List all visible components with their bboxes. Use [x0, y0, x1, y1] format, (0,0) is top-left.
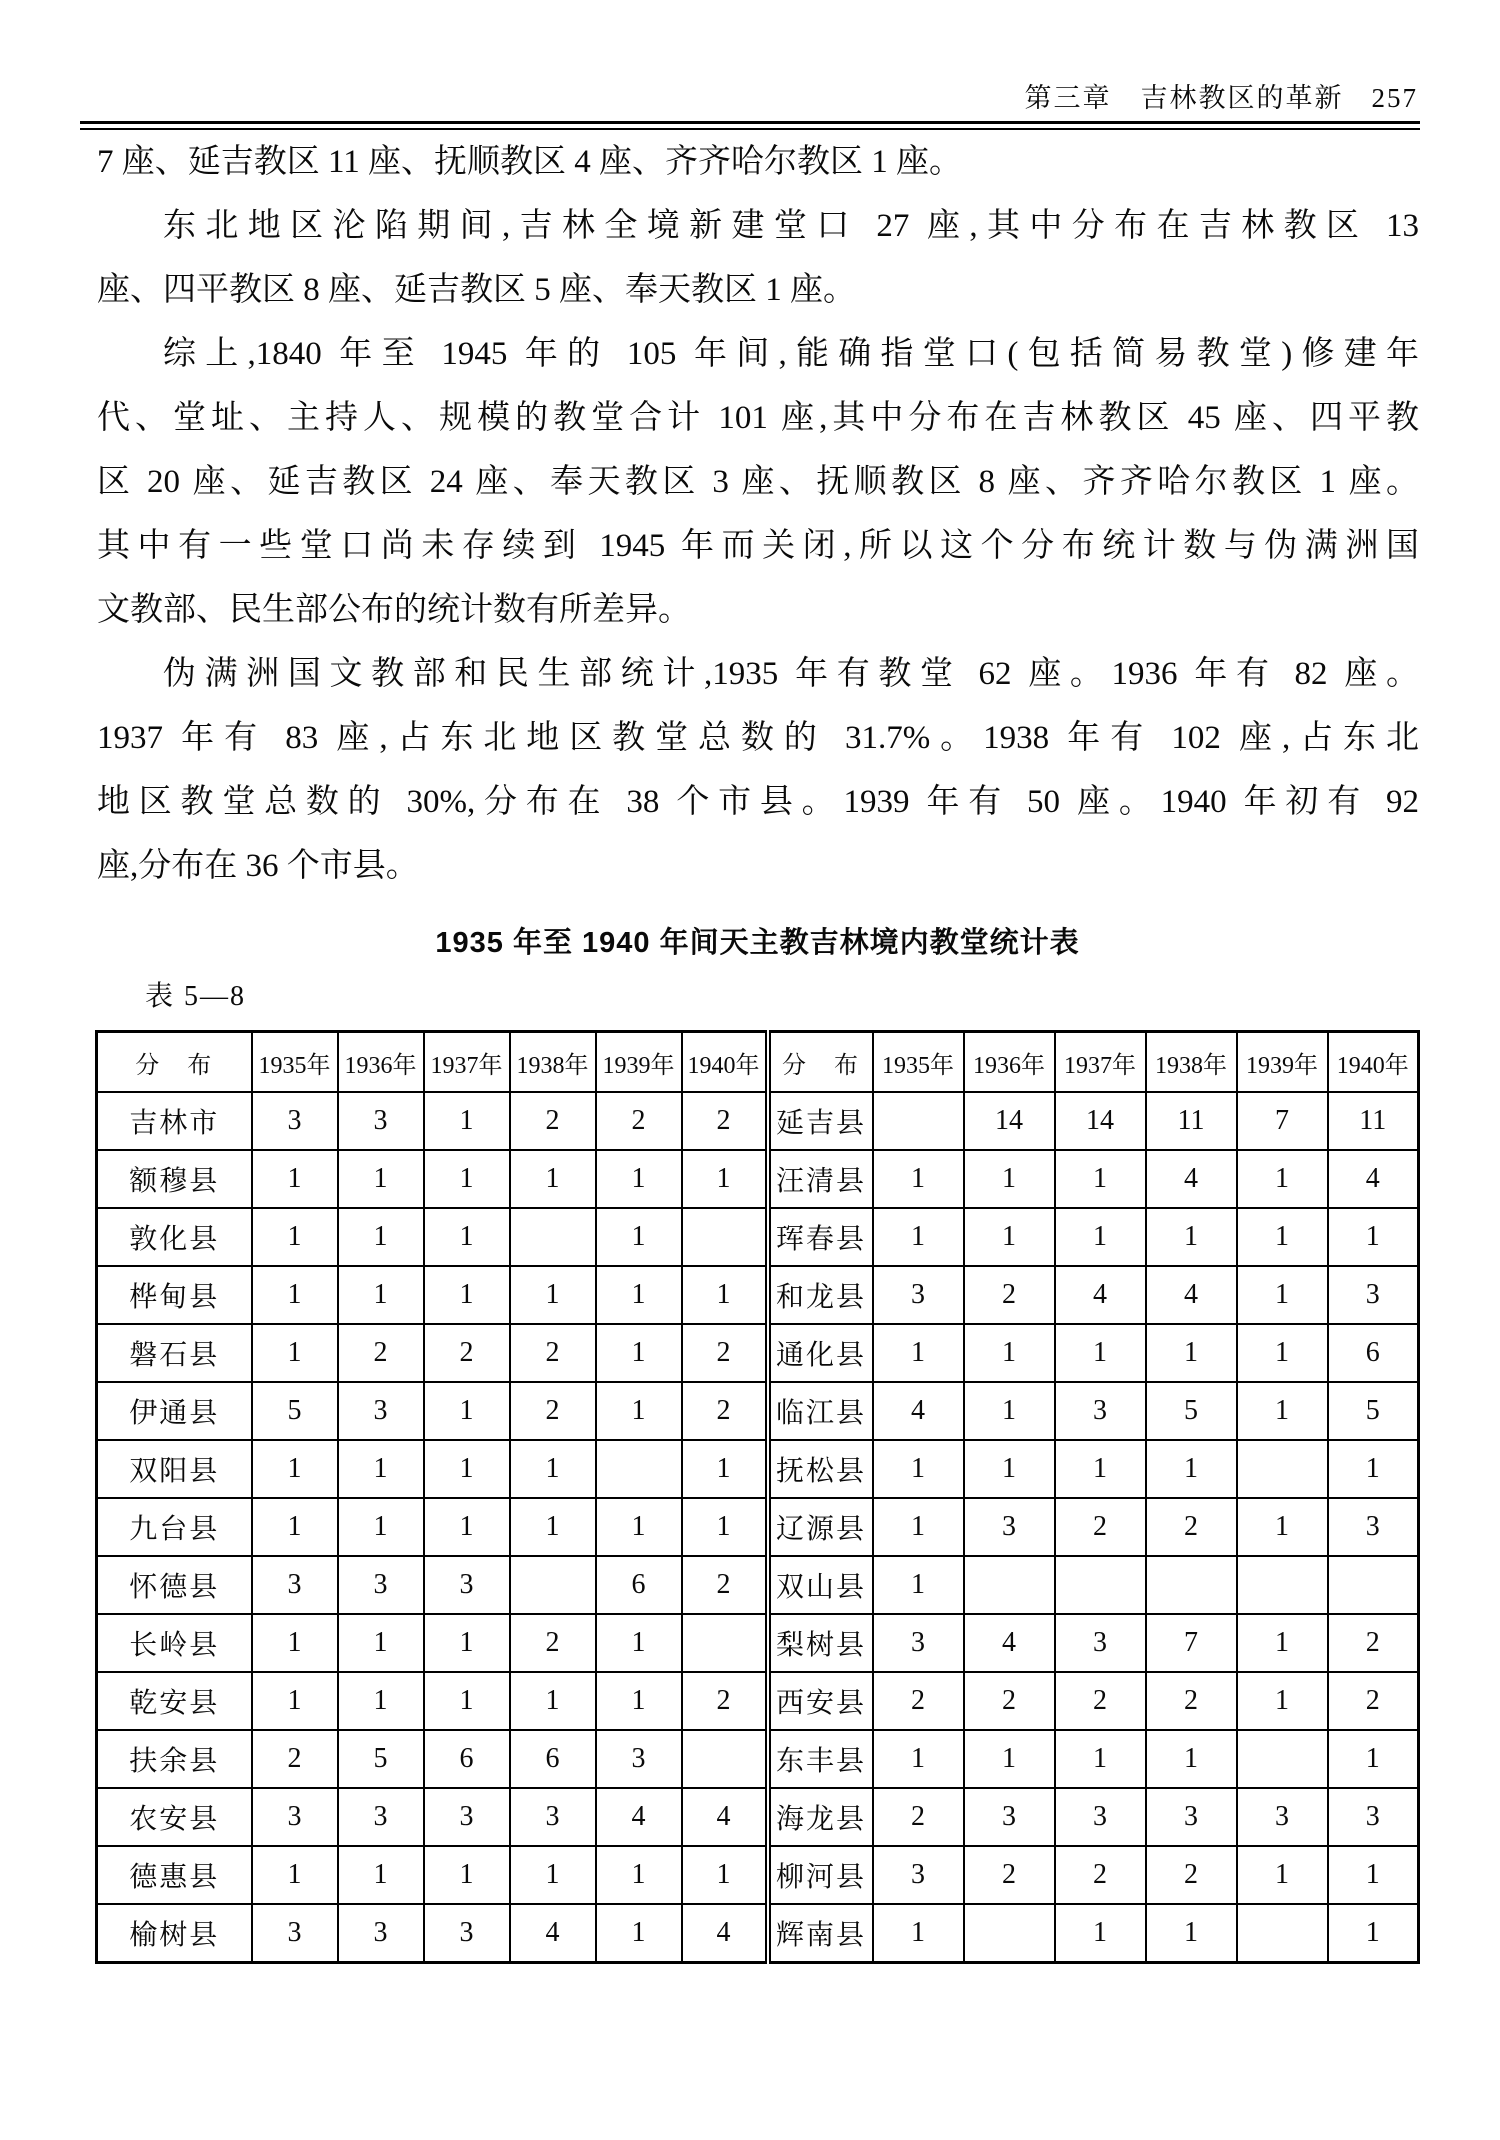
table-row	[97, 1092, 1419, 1150]
county-name-cell: 梨树县	[768, 1614, 873, 1672]
value-cell: 1	[596, 1614, 682, 1672]
body-line: 文教部、民生部公布的统计数有所差异。	[97, 592, 691, 628]
value-cell: 3	[252, 1092, 338, 1150]
value-cell: 2	[964, 1672, 1055, 1730]
value-cell: 1	[1328, 1846, 1419, 1904]
value-cell: 3	[1055, 1614, 1146, 1672]
header-year: 1940年	[1328, 1032, 1419, 1093]
value-cell: 1	[424, 1150, 510, 1208]
value-cell: 3	[1055, 1788, 1146, 1846]
value-cell: 4	[682, 1788, 768, 1846]
value-cell: 1	[873, 1324, 964, 1382]
value-cell: 1	[510, 1440, 596, 1498]
county-name-cell: 乾安县	[97, 1672, 252, 1730]
value-cell: 1	[1237, 1672, 1328, 1730]
value-cell: 1	[1055, 1904, 1146, 1963]
value-cell: 1	[1237, 1150, 1328, 1208]
body-line: 1937 年有 83 座,占东北地区教堂总数的 31.7%。1938 年有 102 座,占东北	[97, 720, 1419, 756]
value-cell: 14	[964, 1092, 1055, 1150]
county-name-cell: 辽源县	[768, 1498, 873, 1556]
value-cell: 1	[424, 1208, 510, 1266]
value-cell: 3	[338, 1904, 424, 1963]
header-year: 1938年	[510, 1032, 596, 1093]
value-cell: 1	[1146, 1440, 1237, 1498]
value-cell: 2	[596, 1092, 682, 1150]
value-cell: 6	[596, 1556, 682, 1614]
table-row	[97, 1672, 1419, 1730]
value-cell: 1	[596, 1150, 682, 1208]
value-cell: 1	[964, 1208, 1055, 1266]
value-cell: 2	[682, 1382, 768, 1440]
value-cell: 2	[1328, 1672, 1419, 1730]
value-cell: 1	[510, 1266, 596, 1324]
value-cell: 1	[338, 1672, 424, 1730]
value-cell: 1	[873, 1440, 964, 1498]
county-name-cell: 海龙县	[768, 1788, 873, 1846]
value-cell: 2	[682, 1324, 768, 1382]
value-cell: 5	[1146, 1382, 1237, 1440]
value-cell: 6	[510, 1730, 596, 1788]
value-cell: 3	[424, 1904, 510, 1963]
county-name-cell: 榆树县	[97, 1904, 252, 1963]
value-cell: 2	[338, 1324, 424, 1382]
county-name-cell: 怀德县	[97, 1556, 252, 1614]
value-cell	[873, 1092, 964, 1150]
value-cell: 3	[964, 1788, 1055, 1846]
value-cell: 1	[1328, 1208, 1419, 1266]
value-cell: 1	[424, 1382, 510, 1440]
value-cell: 1	[596, 1498, 682, 1556]
value-cell: 3	[424, 1788, 510, 1846]
body-line: 座,分布在 36 个市县。	[97, 848, 419, 884]
value-cell: 1	[338, 1498, 424, 1556]
value-cell: 1	[596, 1324, 682, 1382]
value-cell: 1	[1328, 1440, 1419, 1498]
county-name-cell: 汪清县	[768, 1150, 873, 1208]
header-distribution-right: 分 布	[768, 1032, 873, 1093]
value-cell: 1	[1146, 1904, 1237, 1963]
value-cell: 1	[424, 1266, 510, 1324]
value-cell: 1	[424, 1498, 510, 1556]
value-cell: 2	[1055, 1672, 1146, 1730]
value-cell: 2	[1146, 1498, 1237, 1556]
value-cell: 1	[596, 1266, 682, 1324]
value-cell: 1	[1328, 1730, 1419, 1788]
value-cell: 1	[964, 1382, 1055, 1440]
value-cell: 1	[1237, 1266, 1328, 1324]
county-name-cell: 东丰县	[768, 1730, 873, 1788]
table-header-row	[97, 1032, 1419, 1093]
body-line: 其中有一些堂口尚未存续到 1945 年而关闭,所以这个分布统计数与伪满洲国	[97, 528, 1419, 564]
value-cell: 1	[596, 1672, 682, 1730]
value-cell: 2	[510, 1614, 596, 1672]
table-row	[97, 1498, 1419, 1556]
value-cell	[596, 1440, 682, 1498]
value-cell: 1	[1237, 1208, 1328, 1266]
value-cell: 2	[1055, 1498, 1146, 1556]
value-cell: 2	[682, 1092, 768, 1150]
value-cell	[510, 1208, 596, 1266]
value-cell: 1	[682, 1440, 768, 1498]
value-cell: 1	[964, 1324, 1055, 1382]
value-cell: 3	[873, 1614, 964, 1672]
body-line: 7 座、延吉教区 11 座、抚顺教区 4 座、齐齐哈尔教区 1 座。	[97, 144, 963, 180]
value-cell: 1	[338, 1208, 424, 1266]
value-cell: 5	[252, 1382, 338, 1440]
value-cell: 1	[1328, 1904, 1419, 1963]
value-cell: 1	[338, 1440, 424, 1498]
value-cell	[964, 1556, 1055, 1614]
value-cell	[1146, 1556, 1237, 1614]
header-year: 1936年	[964, 1032, 1055, 1093]
value-cell: 1	[510, 1498, 596, 1556]
county-name-cell: 磐石县	[97, 1324, 252, 1382]
county-name-cell: 延吉县	[768, 1092, 873, 1150]
header-year: 1936年	[338, 1032, 424, 1093]
body-line: 区 20 座、延吉教区 24 座、奉天教区 3 座、抚顺教区 8 座、齐齐哈尔教区 1 座。	[97, 464, 1419, 500]
value-cell: 3	[1328, 1498, 1419, 1556]
table-row	[97, 1904, 1419, 1963]
county-name-cell: 珲春县	[768, 1208, 873, 1266]
value-cell: 3	[338, 1382, 424, 1440]
value-cell: 1	[252, 1324, 338, 1382]
value-cell: 3	[252, 1556, 338, 1614]
value-cell: 4	[596, 1788, 682, 1846]
value-cell: 3	[252, 1904, 338, 1963]
table-row	[97, 1556, 1419, 1614]
value-cell	[682, 1614, 768, 1672]
value-cell: 2	[964, 1846, 1055, 1904]
header-year: 1937年	[1055, 1032, 1146, 1093]
value-cell: 1	[1146, 1208, 1237, 1266]
table-row	[97, 1846, 1419, 1904]
value-cell: 1	[510, 1672, 596, 1730]
value-cell: 3	[1328, 1788, 1419, 1846]
county-name-cell: 伊通县	[97, 1382, 252, 1440]
value-cell	[964, 1904, 1055, 1963]
county-name-cell: 长岭县	[97, 1614, 252, 1672]
value-cell	[1237, 1440, 1328, 1498]
value-cell: 3	[338, 1092, 424, 1150]
value-cell: 1	[1055, 1208, 1146, 1266]
header-year: 1935年	[252, 1032, 338, 1093]
value-cell: 1	[1055, 1440, 1146, 1498]
county-name-cell: 双山县	[768, 1556, 873, 1614]
county-name-cell: 双阳县	[97, 1440, 252, 1498]
value-cell: 1	[510, 1846, 596, 1904]
value-cell: 1	[338, 1846, 424, 1904]
page-number: 257	[1371, 83, 1418, 113]
value-cell: 1	[682, 1150, 768, 1208]
value-cell: 2	[1146, 1672, 1237, 1730]
value-cell: 1	[252, 1846, 338, 1904]
value-cell: 11	[1328, 1092, 1419, 1150]
header-year: 1935年	[873, 1032, 964, 1093]
county-name-cell: 德惠县	[97, 1846, 252, 1904]
body-line: 东北地区沦陷期间,吉林全境新建堂口 27 座,其中分布在吉林教区 13	[163, 208, 1419, 244]
value-cell: 1	[873, 1150, 964, 1208]
table-row	[97, 1266, 1419, 1324]
value-cell	[1237, 1556, 1328, 1614]
value-cell: 5	[1328, 1382, 1419, 1440]
value-cell: 7	[1146, 1614, 1237, 1672]
value-cell: 1	[964, 1150, 1055, 1208]
value-cell	[1055, 1556, 1146, 1614]
value-cell: 7	[1237, 1092, 1328, 1150]
table-row	[97, 1614, 1419, 1672]
county-name-cell: 敦化县	[97, 1208, 252, 1266]
header-year: 1938年	[1146, 1032, 1237, 1093]
running-head	[1025, 76, 1419, 115]
value-cell: 1	[424, 1614, 510, 1672]
value-cell: 1	[1237, 1498, 1328, 1556]
value-cell: 1	[1055, 1150, 1146, 1208]
body-line: 综上,1840 年至 1945 年的 105 年间,能确指堂口(包括简易教堂)修建年	[163, 336, 1419, 372]
header-year: 1939年	[1237, 1032, 1328, 1093]
table-row	[97, 1440, 1419, 1498]
value-cell: 2	[682, 1556, 768, 1614]
header-rule	[80, 121, 1420, 130]
value-cell: 4	[682, 1904, 768, 1963]
statistics-table	[95, 1030, 1420, 1964]
value-cell: 3	[1328, 1266, 1419, 1324]
value-cell	[1237, 1730, 1328, 1788]
value-cell: 2	[873, 1672, 964, 1730]
value-cell: 2	[510, 1324, 596, 1382]
value-cell: 1	[682, 1498, 768, 1556]
value-cell: 3	[1237, 1788, 1328, 1846]
value-cell: 3	[510, 1788, 596, 1846]
value-cell: 1	[682, 1266, 768, 1324]
value-cell: 6	[424, 1730, 510, 1788]
value-cell: 1	[1237, 1614, 1328, 1672]
county-name-cell: 通化县	[768, 1324, 873, 1382]
value-cell: 1	[252, 1498, 338, 1556]
value-cell: 1	[424, 1440, 510, 1498]
value-cell: 2	[873, 1788, 964, 1846]
value-cell: 1	[1055, 1324, 1146, 1382]
value-cell: 1	[510, 1150, 596, 1208]
value-cell: 3	[873, 1266, 964, 1324]
value-cell: 2	[510, 1092, 596, 1150]
header-year: 1939年	[596, 1032, 682, 1093]
value-cell: 2	[682, 1672, 768, 1730]
value-cell: 1	[252, 1440, 338, 1498]
value-cell: 1	[252, 1672, 338, 1730]
county-name-cell: 农安县	[97, 1788, 252, 1846]
table-row	[97, 1208, 1419, 1266]
value-cell: 1	[1237, 1324, 1328, 1382]
value-cell	[1328, 1556, 1419, 1614]
table-title: 1935 年至 1940 年间天主教吉林境内教堂统计表	[435, 927, 1080, 959]
value-cell: 1	[252, 1614, 338, 1672]
value-cell: 2	[424, 1324, 510, 1382]
value-cell: 2	[1055, 1846, 1146, 1904]
table-row	[97, 1788, 1419, 1846]
value-cell: 4	[1146, 1150, 1237, 1208]
value-cell: 3	[252, 1788, 338, 1846]
value-cell: 1	[252, 1266, 338, 1324]
table-label: 表 5—8	[145, 981, 247, 1012]
value-cell: 4	[873, 1382, 964, 1440]
header-distribution-left: 分 布	[97, 1032, 252, 1093]
value-cell: 3	[1055, 1382, 1146, 1440]
value-cell: 1	[596, 1382, 682, 1440]
value-cell: 1	[252, 1208, 338, 1266]
value-cell: 3	[338, 1556, 424, 1614]
value-cell: 3	[596, 1730, 682, 1788]
value-cell	[682, 1208, 768, 1266]
value-cell: 1	[873, 1730, 964, 1788]
value-cell: 1	[338, 1150, 424, 1208]
header-year: 1937年	[424, 1032, 510, 1093]
value-cell: 6	[1328, 1324, 1419, 1382]
value-cell: 3	[1146, 1788, 1237, 1846]
value-cell: 3	[964, 1498, 1055, 1556]
county-name-cell: 吉林市	[97, 1092, 252, 1150]
value-cell: 3	[338, 1788, 424, 1846]
value-cell: 1	[873, 1556, 964, 1614]
value-cell: 1	[596, 1208, 682, 1266]
value-cell	[510, 1556, 596, 1614]
value-cell: 1	[1237, 1846, 1328, 1904]
value-cell: 1	[424, 1672, 510, 1730]
chapter-title: 第三章 吉林教区的革新	[1024, 83, 1344, 113]
value-cell: 1	[964, 1730, 1055, 1788]
body-line: 座、四平教区 8 座、延吉教区 5 座、奉天教区 1 座。	[97, 272, 856, 308]
table-row	[97, 1382, 1419, 1440]
value-cell: 2	[964, 1266, 1055, 1324]
value-cell: 1	[873, 1904, 964, 1963]
county-name-cell: 辉南县	[768, 1904, 873, 1963]
county-name-cell: 西安县	[768, 1672, 873, 1730]
value-cell: 4	[510, 1904, 596, 1963]
value-cell: 4	[1146, 1266, 1237, 1324]
county-name-cell: 柳河县	[768, 1846, 873, 1904]
value-cell: 14	[1055, 1092, 1146, 1150]
county-name-cell: 额穆县	[97, 1150, 252, 1208]
value-cell: 4	[964, 1614, 1055, 1672]
body-line: 地区教堂总数的 30%,分布在 38 个市县。1939 年有 50 座。1940 年初有 92	[97, 784, 1419, 820]
county-name-cell: 临江县	[768, 1382, 873, 1440]
body-text	[97, 130, 1419, 898]
body-line: 伪满洲国文教部和民生部统计,1935 年有教堂 62 座。1936 年有 82 座。	[163, 656, 1420, 692]
county-name-cell: 和龙县	[768, 1266, 873, 1324]
value-cell: 1	[1146, 1324, 1237, 1382]
value-cell: 1	[1055, 1730, 1146, 1788]
value-cell: 1	[873, 1208, 964, 1266]
value-cell: 2	[510, 1382, 596, 1440]
value-cell: 2	[1328, 1614, 1419, 1672]
value-cell: 1	[682, 1846, 768, 1904]
value-cell: 2	[1146, 1846, 1237, 1904]
value-cell: 5	[338, 1730, 424, 1788]
value-cell: 1	[1146, 1730, 1237, 1788]
value-cell: 11	[1146, 1092, 1237, 1150]
value-cell: 1	[596, 1846, 682, 1904]
table-row	[97, 1150, 1419, 1208]
body-line: 代、堂址、主持人、规模的教堂合计 101 座,其中分布在吉林教区 45 座、四平教	[97, 400, 1419, 436]
value-cell	[1237, 1904, 1328, 1963]
value-cell: 4	[1055, 1266, 1146, 1324]
value-cell: 4	[1328, 1150, 1419, 1208]
value-cell: 1	[424, 1092, 510, 1150]
county-name-cell: 九台县	[97, 1498, 252, 1556]
county-name-cell: 抚松县	[768, 1440, 873, 1498]
table-row	[97, 1324, 1419, 1382]
table-row	[97, 1730, 1419, 1788]
value-cell: 1	[873, 1498, 964, 1556]
county-name-cell: 扶余县	[97, 1730, 252, 1788]
value-cell: 1	[424, 1846, 510, 1904]
value-cell: 2	[252, 1730, 338, 1788]
value-cell: 3	[873, 1846, 964, 1904]
value-cell: 1	[964, 1440, 1055, 1498]
value-cell: 3	[424, 1556, 510, 1614]
value-cell: 1	[252, 1150, 338, 1208]
value-cell: 1	[596, 1904, 682, 1963]
header-year: 1940年	[682, 1032, 768, 1093]
value-cell	[682, 1730, 768, 1788]
county-name-cell: 桦甸县	[97, 1266, 252, 1324]
value-cell: 1	[338, 1614, 424, 1672]
value-cell: 1	[1237, 1382, 1328, 1440]
value-cell: 1	[338, 1266, 424, 1324]
